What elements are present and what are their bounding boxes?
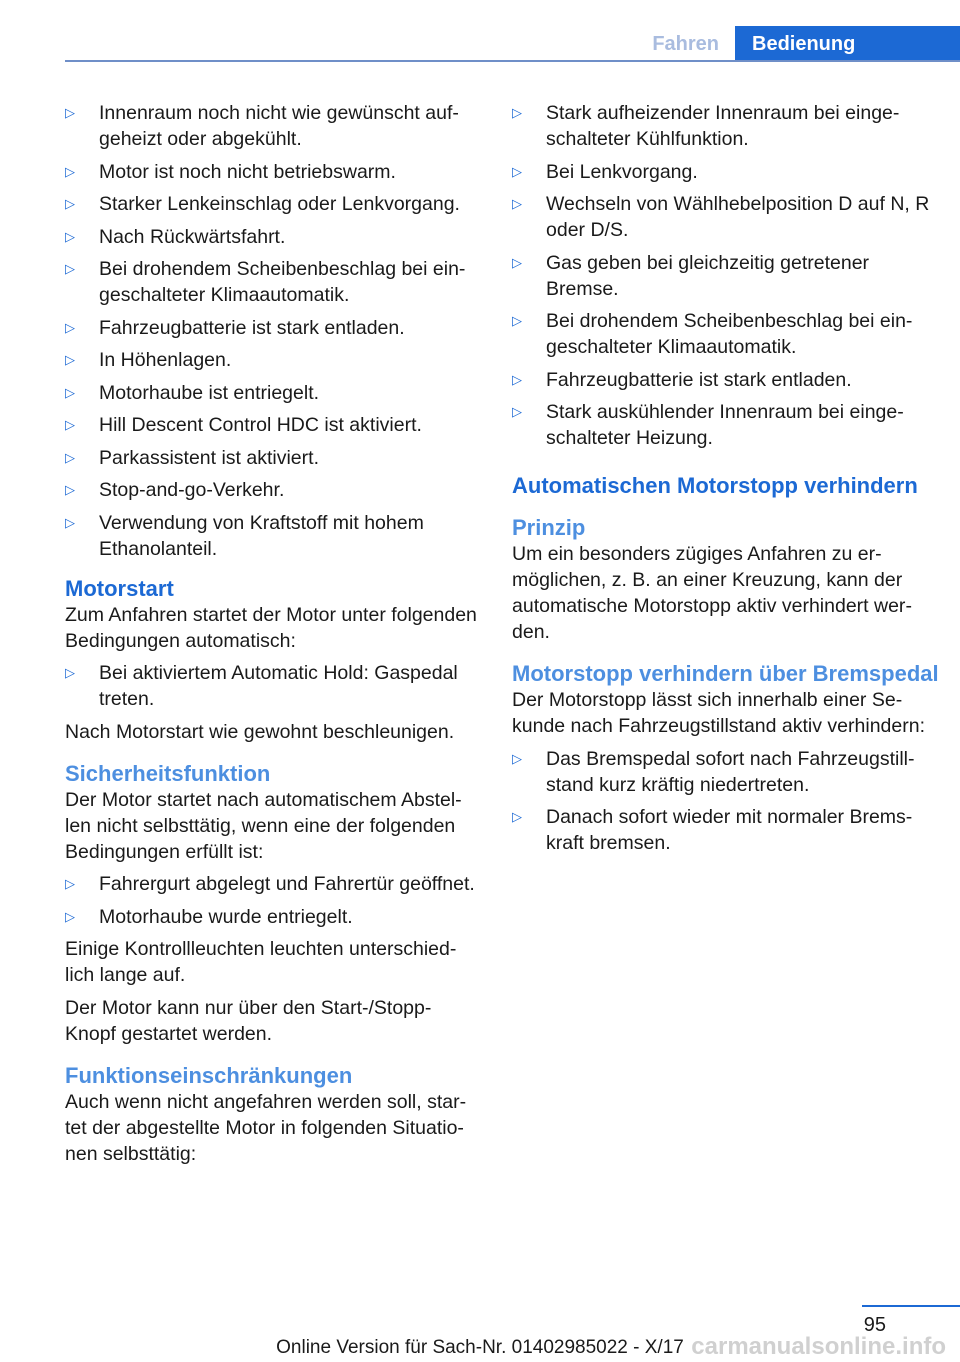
triangle-bullet-icon: ▷ [65, 384, 75, 400]
list-item [65, 380, 479, 406]
list-item-text: Wechseln von Wählhebelposition D auf N, R oder D/S. [546, 193, 930, 241]
list-item [65, 510, 479, 562]
triangle-bullet-icon: ▷ [512, 371, 522, 387]
section-heading-funktionseinschraenkungen: Funktionseinschränkungen [65, 1062, 353, 1088]
list-item-text: Bei Lenkvorgang. [546, 160, 698, 183]
list-item [512, 399, 942, 451]
situation-list [512, 100, 942, 451]
list-item-text: Stark aufheizender Innenraum bei eingeschalteter Kühlfunktion. [546, 102, 900, 150]
list-item [65, 904, 479, 930]
triangle-bullet-icon: ▷ [512, 809, 522, 824]
list-item [65, 256, 479, 308]
triangle-bullet-icon: ▷ [65, 665, 75, 680]
list-item [65, 315, 479, 341]
paragraph: Auch wenn nicht angefahren werden soll, startet der abgestellte Motor in folgenden Situationen selbsttätig: [65, 1090, 467, 1165]
triangle-bullet-icon: ▷ [65, 417, 75, 432]
paragraph: Einige Kontrollleuchten leuchten unterschiedlich lange auf. [65, 938, 457, 986]
list-item [512, 191, 942, 243]
triangle-bullet-icon: ▷ [512, 254, 522, 270]
list-item [65, 224, 479, 250]
list-item-text: Bei aktiviertem Automatic Hold: Gaspedal treten. [99, 662, 458, 710]
list-item-text: Fahrzeugbatterie ist stark entladen. [546, 368, 852, 391]
watermark: carmanualsonline.info [691, 1333, 946, 1360]
list-item [512, 746, 942, 798]
list-item-text: Motor ist noch nicht betriebswarm. [99, 160, 396, 183]
triangle-bullet-icon: ▷ [65, 514, 75, 530]
tab-fahren[interactable]: Fahren [652, 33, 719, 55]
online-version-note: Online Version für Sach-Nr. 01402985022 - X/17 [276, 1337, 684, 1358]
list-item [65, 159, 479, 185]
section-heading-verhindern: Automatischen Motorstopp verhindern [512, 473, 918, 498]
list-item-text: Innenraum noch nicht wie gewünscht aufgeheizt oder abgekühlt. [99, 102, 459, 150]
list-item [512, 367, 942, 393]
list-item [512, 159, 942, 185]
section-heading-sicherheitsfunktion: Sicherheitsfunktion [65, 760, 271, 786]
list-item-text: Motorhaube ist entriegelt. [99, 381, 320, 404]
condition-list [65, 100, 479, 562]
list-item [65, 445, 479, 471]
triangle-bullet-icon: ▷ [65, 196, 75, 211]
paragraph: Der Motor startet nach automatischem Abstellen nicht selbsttätig, wenn eine der folgenden Bedingungen erfüllt ist: [65, 788, 462, 863]
motorstart-list [65, 660, 479, 712]
list-item-text: Parkassistent ist aktiviert. [99, 446, 319, 469]
section-heading-motorstart: Motorstart [65, 575, 174, 601]
paragraph: Der Motorstopp lässt sich innerhalb einer Sekunde nach Fahrzeugstillstand aktiv verhindern: [512, 689, 925, 737]
triangle-bullet-icon: ▷ [512, 750, 522, 766]
list-item [65, 191, 479, 217]
list-item-text: In Höhenlagen. [99, 349, 232, 371]
section-heading-prinzip: Prinzip [512, 515, 586, 540]
list-item-text: Fahrergurt abgelegt und Fahrertür geöffnet. [99, 873, 475, 895]
triangle-bullet-icon: ▷ [65, 261, 75, 276]
triangle-bullet-icon: ▷ [512, 163, 522, 179]
list-item-text: Motorhaube wurde entriegelt. [99, 905, 353, 928]
list-item [512, 308, 942, 360]
triangle-bullet-icon: ▷ [512, 313, 522, 328]
list-item-text: Nach Rückwärtsfahrt. [99, 225, 286, 248]
section-heading-bremspedal: Motorstopp verhindern über Bremspedal [512, 661, 939, 686]
triangle-bullet-icon: ▷ [65, 449, 75, 465]
footer-divider [862, 1305, 960, 1307]
list-item-text: Bei drohendem Scheibenbeschlag bei eingeschalteter Klimaautomatik. [546, 310, 913, 358]
triangle-bullet-icon: ▷ [512, 196, 522, 211]
list-item-text: Verwendung von Kraftstoff mit hohem Ethanolanteil. [99, 511, 424, 560]
paragraph: Um ein besonders zügiges Anfahren zu ermöglichen, z. B. an einer Kreuzung, kann der automatische Motorstopp aktiv verhindert werden. [512, 543, 912, 643]
triangle-bullet-icon: ▷ [65, 876, 75, 891]
right-column [512, 100, 942, 863]
list-item-text: Fahrzeugbatterie ist stark entladen. [99, 316, 405, 339]
list-item-text: Stark auskühlender Innenraum bei eingeschalteter Heizung. [546, 401, 904, 449]
list-item [512, 804, 942, 856]
page-number: 95 [863, 1314, 886, 1336]
list-item [65, 477, 479, 503]
triangle-bullet-icon: ▷ [65, 163, 75, 179]
triangle-bullet-icon: ▷ [65, 908, 75, 924]
list-item-text: Gas geben bei gleichzeitig getretener Bremse. [546, 251, 870, 300]
page-header [0, 0, 960, 64]
header-divider [65, 60, 960, 62]
list-item-text: Bei drohendem Scheibenbeschlag bei eingeschalteter Klimaautomatik. [99, 258, 466, 306]
bremspedal-list [512, 746, 942, 857]
triangle-bullet-icon: ▷ [65, 352, 75, 367]
tab-bedienung[interactable]: Bedienung [735, 26, 960, 62]
list-item-text: Hill Descent Control HDC ist aktiviert. [99, 414, 422, 436]
list-item-text: Danach sofort wieder mit normaler Bremskraft bremsen. [546, 806, 913, 854]
list-item-text: Das Bremspedal sofort nach Fahrzeugstillstand kurz kräftig niedertreten. [546, 747, 915, 796]
triangle-bullet-icon: ▷ [512, 404, 522, 419]
list-item [65, 100, 479, 152]
sicherheit-list [65, 871, 479, 930]
list-item [65, 412, 479, 438]
list-item [65, 871, 479, 897]
triangle-bullet-icon: ▷ [65, 228, 75, 244]
list-item [512, 100, 942, 152]
list-item-text: Stop-and-go-Verkehr. [99, 479, 285, 501]
paragraph: Der Motor kann nur über den Start-/Stopp-Knopf gestartet werden. [65, 996, 432, 1045]
triangle-bullet-icon: ▷ [65, 105, 75, 120]
triangle-bullet-icon: ▷ [65, 319, 75, 335]
list-item-text: Starker Lenkeinschlag oder Lenkvorgang. [99, 193, 460, 215]
paragraph: Zum Anfahren startet der Motor unter folgenden Bedingungen automatisch: [65, 603, 477, 652]
left-column [65, 100, 479, 1173]
paragraph: Nach Motorstart wie gewohnt beschleunigen. [65, 720, 455, 743]
list-item [65, 347, 479, 373]
list-item [512, 250, 942, 302]
triangle-bullet-icon: ▷ [512, 105, 522, 120]
triangle-bullet-icon: ▷ [65, 482, 75, 497]
list-item [65, 660, 479, 712]
